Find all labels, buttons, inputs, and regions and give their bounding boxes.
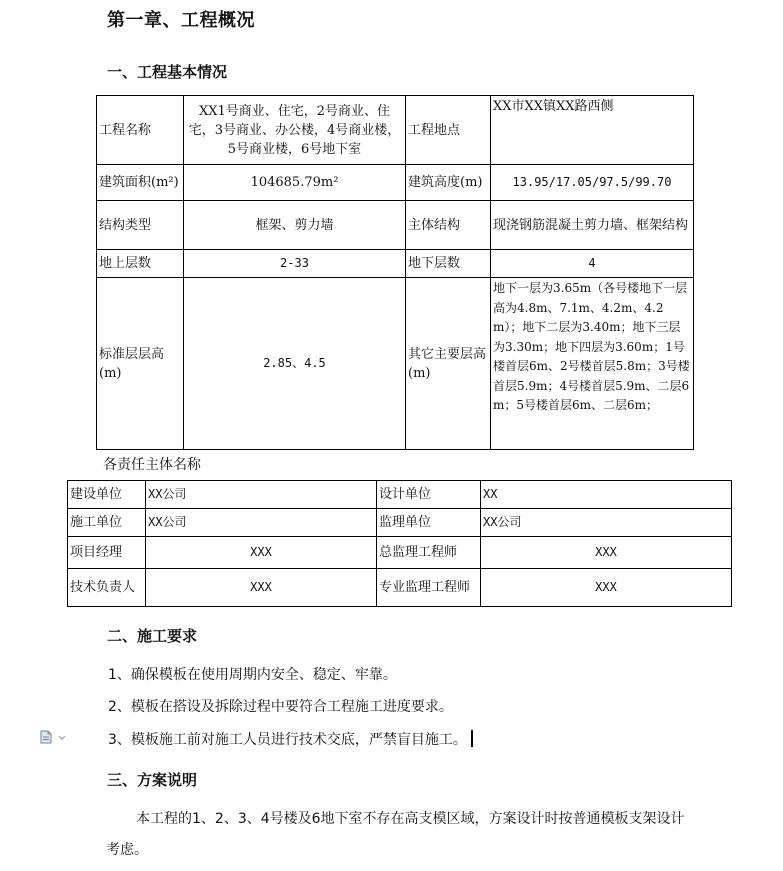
cell-label: 标准层层高(m) <box>97 278 184 450</box>
plan-paragraph: 本工程的1、2、3、4号楼及6地下室不存在高支模区域，方案设计时按普通模板支架设计考虑。 <box>106 811 685 858</box>
table-row <box>68 569 732 607</box>
cell-value: 地下一层为3.65m（各号楼地下一层高为4.8m、7.1m、4.2m、4.2m）；地下二层为3.40m；地下三层为3.30m；地下四层为3.60m；1号楼首层6m、2号楼首层5.8m；3号楼首层5.9m；4号楼首层5.9m、二层6m；5号楼首层6m、二层6m； <box>491 278 694 450</box>
cell-value: 4 <box>491 250 694 278</box>
cell-label: 建筑高度(m) <box>406 165 491 201</box>
cell-label: 专业监理工程师 <box>377 569 481 607</box>
table-row <box>97 165 694 201</box>
cell-value: XX1号商业、住宅，2号商业、住宅，3号商业、办公楼，4号商业楼，5号商业楼，6号地下室 <box>184 96 406 165</box>
section3-title: 三、方案说明 <box>107 771 198 789</box>
project-info-table <box>96 95 694 450</box>
cell-value: 2-33 <box>184 250 406 278</box>
cell-value: 现浇钢筋混凝土剪力墙、框架结构 <box>491 201 694 250</box>
cell-label: 项目经理 <box>68 537 146 569</box>
cell-label: 技术负责人 <box>68 569 146 607</box>
cell-value: XX公司 <box>146 509 377 537</box>
cell-value: 框架、剪力墙 <box>184 201 406 250</box>
cell-label: 建设单位 <box>68 481 146 509</box>
cell-value: XXX <box>146 569 377 607</box>
table-row <box>97 250 694 278</box>
requirement-text: 3、模板施工前对施工人员进行技术交底，严禁盲目施工。 <box>108 732 467 748</box>
cell-label: 建筑面积(m²) <box>97 165 184 201</box>
cell-value: 13.95/17.05/97.5/99.70 <box>491 165 694 201</box>
cell-value: XXX <box>481 537 732 569</box>
cell-value: XX <box>481 481 732 509</box>
text-cursor <box>471 730 473 747</box>
cell-label: 地下层数 <box>406 250 491 278</box>
cell-label: 工程地点 <box>406 96 491 165</box>
cell-label: 其它主要层高(m) <box>406 278 491 450</box>
responsibility-table <box>67 480 732 607</box>
table-row <box>97 201 694 250</box>
responsibility-title: 各责任主体名称 <box>103 457 201 473</box>
table-row <box>68 481 732 509</box>
table-row <box>97 278 694 450</box>
table-row <box>68 537 732 569</box>
cell-label: 监理单位 <box>377 509 481 537</box>
cell-label: 设计单位 <box>377 481 481 509</box>
cell-label: 地上层数 <box>97 250 184 278</box>
cell-value: XX市XX镇XX路西侧 <box>491 96 694 165</box>
cell-value: XX公司 <box>146 481 377 509</box>
document-icon[interactable] <box>40 730 52 744</box>
cell-value: XXX <box>481 569 732 607</box>
cell-label: 结构类型 <box>97 201 184 250</box>
cell-value: XXX <box>146 537 377 569</box>
cell-label: 主体结构 <box>406 201 491 250</box>
cell-value: XX公司 <box>481 509 732 537</box>
requirement-item: 2、模板在搭设及拆除过程中要符合工程施工进度要求。 <box>108 699 453 715</box>
cell-label: 总监理工程师 <box>377 537 481 569</box>
requirement-item <box>108 729 473 749</box>
section2-title: 二、施工要求 <box>107 627 198 645</box>
chevron-down-icon[interactable] <box>58 735 66 741</box>
table-row <box>97 96 694 165</box>
cell-label: 工程名称 <box>97 96 184 165</box>
cell-value: 2.85、4.5 <box>184 278 406 450</box>
requirement-item: 1、确保模板在使用周期内安全、稳定、牢靠。 <box>108 667 397 683</box>
table-row <box>68 509 732 537</box>
cell-label: 施工单位 <box>68 509 146 537</box>
section1-title: 一、工程基本情况 <box>107 63 228 81</box>
cell-value: 104685.79m² <box>184 165 406 201</box>
chapter-title: 第一章、工程概况 <box>107 10 255 31</box>
